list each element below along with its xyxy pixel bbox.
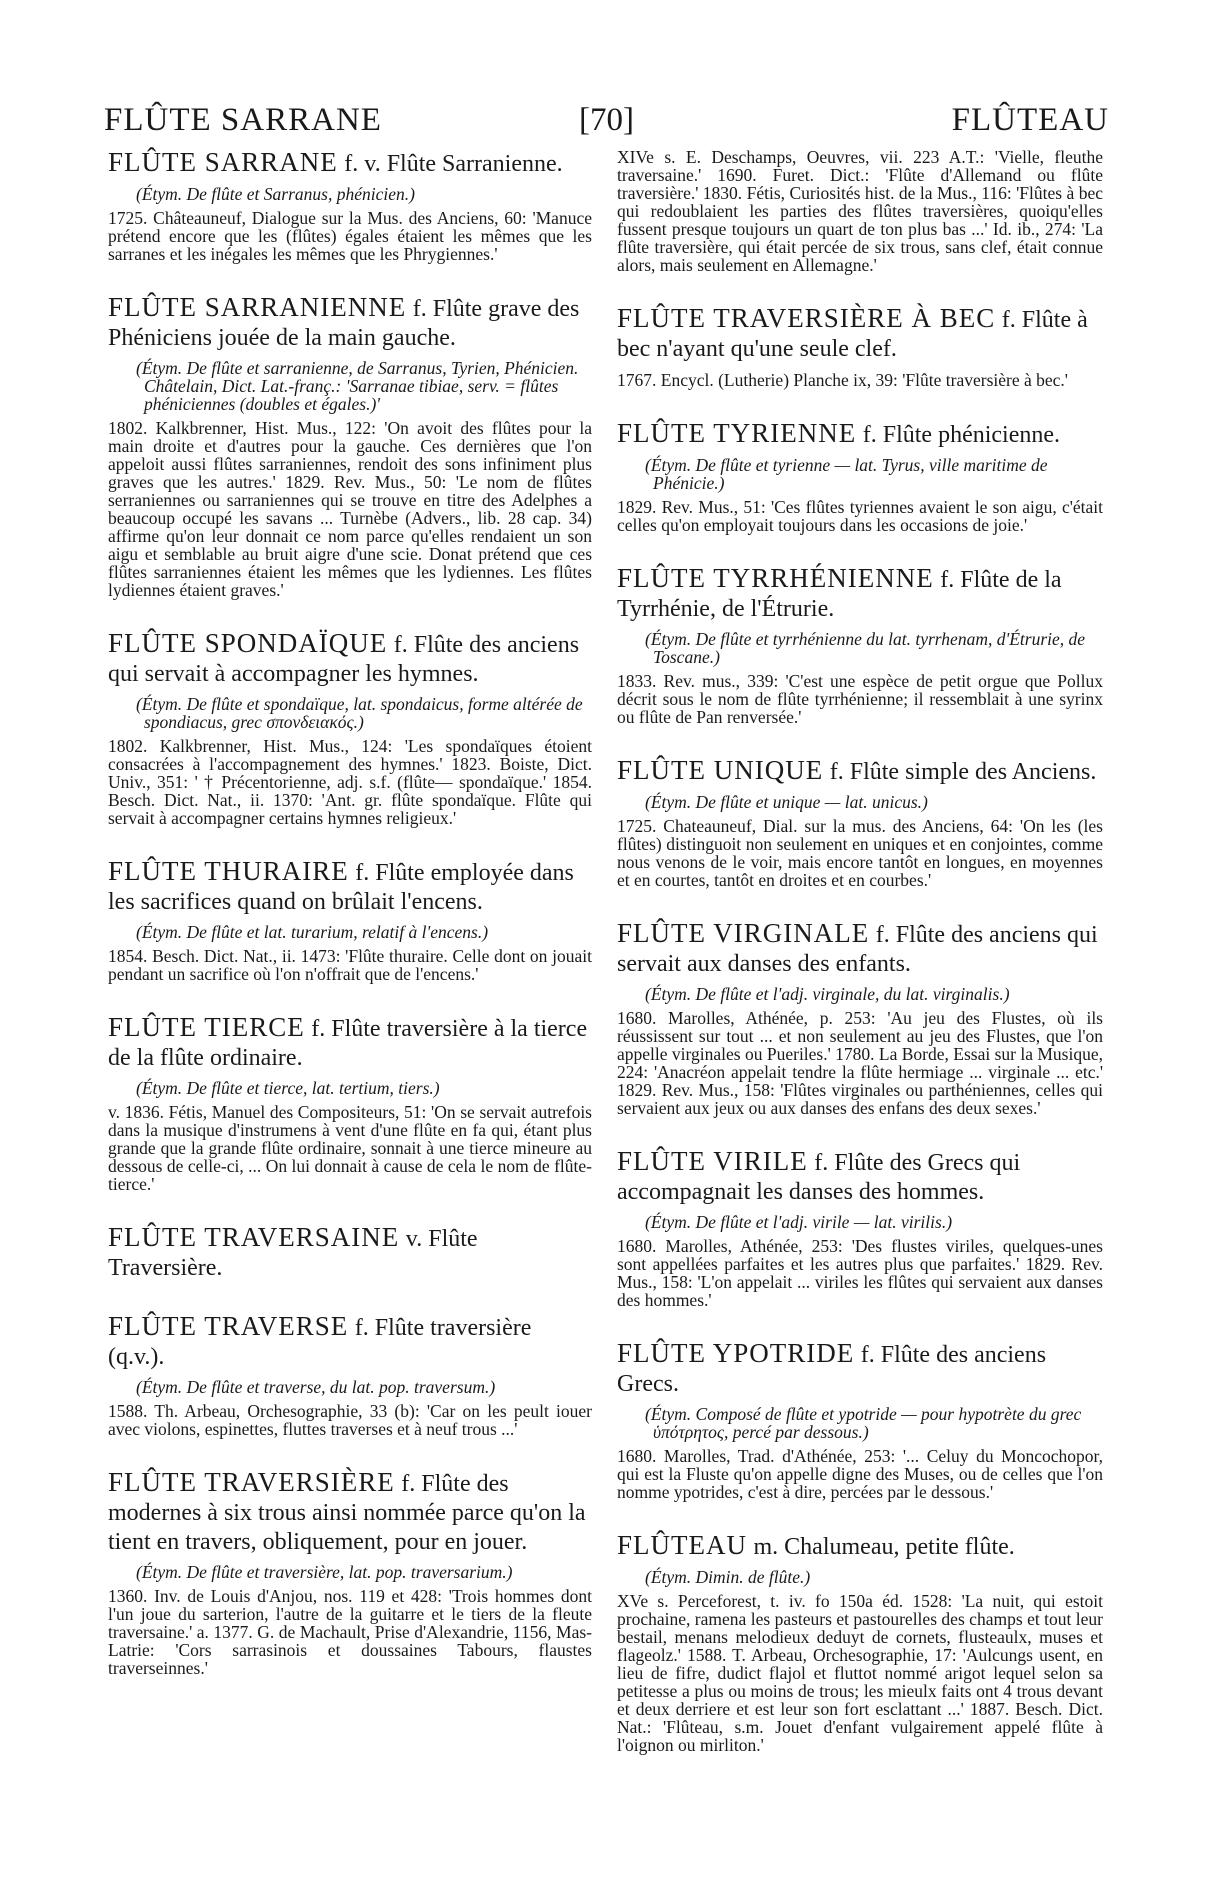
citations: 1854. Besch. Dict. Nat., ii. 1473: 'Flûte thuraire. Celle dont on jouait pendant un sacrifice où l'on n'offrait que de l'encens.' [108,946,592,984]
citations: 1588. Th. Arbeau, Orchesographie, 33 (b): 'Car on les peult iouer avec violons, espinettes, fluttes traverses et à neuf trous ...' [108,1401,592,1439]
definition: f. Flûte des anciens qui servait aux danses des enfants. [617,922,1098,977]
definition: m. Chalumeau, petite flûte. [753,1534,1015,1560]
definition: f. Flûte des anciens qui servait à accompagner les hymnes. [108,632,580,687]
etymology: (Étym. De flûte et sarranienne, de Sarranus, Tyrien, Phénicien. Châtelain, Dict. Lat.-franç.: 'Sarranae tibiae, serv. = flûtes phéniciennes (doubles et égales.)' [136,358,579,414]
headword: FLÛTE TIERCE [108,1012,305,1042]
definition: f. Flûte phénicienne. [862,422,1061,448]
etymology: (Étym. De flûte et Sarranus, phénicien.) [136,184,415,204]
entry [108,148,592,263]
headword: FLÛTE TRAVERSAINE [108,1222,400,1252]
entry [617,419,1103,534]
etymology: (Étym. De flûte et traverse, du lat. pop. traversum.) [136,1377,496,1397]
entry [617,1531,1103,1754]
citations: XIVe s. E. Deschamps, Oeuvres, vii. 223 A.T.: 'Vielle, fleuthe traversaine.' 1690. Furet. Dict.: 'Flûte d'Allemand ou flûte traversière.' 1830. Fétis, Curiosités hist. de la Mus., 116: 'Flûtes à bec qui redoublaient les parties des flûtes traversières, quoiqu'elles fussent presque toujours un quart de ton plus bas ...' Id. ib., 274: 'La flûte traversière, qui était percée de six trous, sans clef, était connue alors, mais seulement en Allemagne.' [617,147,1103,275]
headword: FLÛTE UNIQUE [617,755,824,785]
definition: f. Flûte grave des Phéniciens jouée de la main gauche. [108,296,580,351]
entry [108,1013,592,1193]
citations: 1680. Marolles, Athénée, p. 253: 'Au jeu des Flustes, où ils réussissent sur tout ... et non seulement au jeu des Flustes, que l'on appelle virginales ou Pueriles.' 1780. La Borde, Essai sur la Musique, 224: 'Anacréon appelait tendre la flûte hermiage ... virginale ... etc.' 1829. Rev. Mus., 158: 'Flûtes virginales ou parthéniennes, celles qui servaient aux jeux ou aux danses des enfans des deux sexes.' [617,1008,1103,1118]
citations: 1802. Kalkbrenner, Hist. Mus., 124: 'Les spondaïques étoient consacrées à l'accompagnement des hymnes.' 1823. Boiste, Dict. Univ., 351: ' † Précentorienne, adj. s.f. (flûte— spondaïque.' 1854. Besch. Dict. Nat., ii. 1370: 'Ant. gr. flûte spondaïque. Flûte qui servait à accompagner certains hymnes religieux.' [108,736,592,828]
etymology: (Étym. De flûte et unique — lat. unicus.) [645,792,928,812]
etymology: (Étym. De flûte et lat. turarium, relatif à l'encens.) [136,922,489,942]
entry [617,304,1103,389]
citations: 1829. Rev. Mus., 51: 'Ces flûtes tyriennes avaient le son aigu, c'était celles qu'on employait toujours dans les occasions de joie.' [617,497,1103,535]
citations: 1767. Encycl. (Lutherie) Planche ix, 39: 'Flûte traversière à bec.' [617,370,1068,390]
citations: 1680. Marolles, Athénée, 253: 'Des flustes viriles, quelques-unes sont appellées parfaites et les autres plus que parfaites.' 1829. Rev. Mus., 158: 'L'on appelait ... viriles les flûtes qui servaient aux danses des hommes.' [617,1236,1103,1310]
running-head-left: FLÛTE SARRANE [104,102,382,138]
headword: FLÛTE VIRILE [617,1146,808,1176]
entry [617,919,1103,1117]
etymology: (Étym. De flûte et traversière, lat. pop. traversarium.) [136,1562,513,1582]
headword: FLÛTE TYRRHÉNIENNE [617,563,934,593]
headword: FLÛTE SARRANE [108,147,338,177]
headword: FLÛTE YPOTRIDE [617,1338,855,1368]
entry [108,293,592,599]
citations: 1680. Marolles, Trad. d'Athénée, 253: '... Celuy du Moncochopor, qui est la Fluste qu'on appelle digne des Muses, ou de celles que l'on nomme ypotrides, c'est à dire, percées par le dessous.' [617,1446,1103,1502]
etymology: (Étym. De flûte et tierce, lat. tertium, tiers.) [136,1078,440,1098]
running-head-right: FLÛTEAU [951,102,1109,138]
headword: FLÛTE THURAIRE [108,856,349,886]
citations: 1360. Inv. de Louis d'Anjou, nos. 119 et 428: 'Trois hommes dont l'un joue du sarterion, l'autre de la guitarre et le tiers de la fleute traversaine.' a. 1377. G. de Machault, Prise d'Alexandrie, 1156, Mas-Latrie: 'Cors sarrasinois et doussaines Tabours, flaustes traverseinnes.' [108,1586,592,1678]
entry [617,756,1103,889]
definition: f. Flûte traversière (q.v.). [108,1315,532,1370]
citations: 1725. Châteauneuf, Dialogue sur la Mus. des Anciens, 60: 'Manuce prétend encore que les (flûtes) égales étaient les mêmes que les sarranes et les inégales les mêmes que les Phrygiennes.' [108,208,592,264]
headword: FLÛTE SARRANIENNE [108,292,407,322]
etymology: (Étym. Dimin. de flûte.) [645,1567,811,1587]
etymology: (Étym. Composé de flûte et ypotride — pour hypotrète du grec ὑπότρητος, percé par dessous.) [645,1404,1082,1442]
headword: FLÛTE VIRGINALE [617,918,870,948]
definition: f. Flûte des Grecs qui accompagnait les danses des hommes. [617,1150,1021,1205]
headword: FLÛTE TRAVERSIÈRE [108,1467,395,1497]
entry [108,1468,592,1677]
headword: FLÛTE SPONDAÏQUE [108,628,388,658]
citations: v. 1836. Fétis, Manuel des Compositeurs, 51: 'On se servait autrefois dans la musique d'instrumens à vent d'une flûte en fa qui, étant plus grande que la grande flûte ordinaire, sonnait à une tierce mineure au dessous de celle-ci, ... On lui donnait à cause de cela le nom de flûte-tierce.' [108,1102,592,1194]
etymology: (Étym. De flûte et tyrienne — lat. Tyrus, ville maritime de Phénicie.) [645,455,1048,493]
headword: FLÛTE TYRIENNE [617,418,857,448]
headword: FLÛTE TRAVERSE [108,1311,349,1341]
definition: f. Flûte simple des Anciens. [829,759,1097,785]
entry [617,1147,1103,1309]
entry [108,857,592,983]
citations: 1833. Rev. mus., 339: 'C'est une espèce de petit orgue que Pollux décrit sous le nom de flûte tyrrhénienne; il ressemblait à une syrinx ou flûte de Pan renversée.' [617,671,1103,727]
definition: f. v. Flûte Sarranienne. [344,151,563,177]
definition: f. Flûte employée dans les sacrifices quand on brûlait l'encens. [108,860,574,915]
headword: FLÛTE TRAVERSIÈRE À BEC [617,303,996,333]
entry [108,1312,592,1438]
entry [617,1339,1103,1501]
citations: 1802. Kalkbrenner, Hist. Mus., 122: 'On avoit des flûtes pour la main droite et d'autres pour la gauche. Ces dernières que l'on appeloit aussi flûtes sarraniennes, rendoit des sons infiniment plus graves que les autres.' 1829. Rev. Mus., 50: 'Le nom de flûtes serraniennes ou sarraniennes qui se trouve en titre des Adelphes a beaucoup occupé les savans ... Turnèbe (Advers., lib. 28 cap. 34) affirme qu'on leur donnait ce nom parce qu'elles rendaient un son aigu et semblable au bruit aigre d'une scie. Donat prétend que ces flûtes sarraniennes étaient les mêmes que les lydiennes. Les flûtes lydiennes étaient graves.' [108,418,592,600]
left-column [108,148,592,1707]
entry [108,1223,592,1282]
headword: FLÛTEAU [617,1530,747,1560]
etymology: (Étym. De flûte et spondaïque, lat. spondaicus, forme altérée de spondiacus, grec σπονδειακός.) [136,694,583,732]
definition: f. Flûte des anciens Grecs. [617,1342,1047,1397]
entry [108,629,592,827]
entry-continuation [617,148,1103,274]
definition: f. Flûte des modernes à six trous ainsi nommée parce qu'on la tient en travers, obliquement, pour en jouer. [108,1471,586,1555]
definition: v. Flûte Traversière. [108,1226,478,1281]
entry [617,564,1103,726]
definition: f. Flûte de la Tyrrhénie, de l'Étrurie. [617,567,1062,622]
right-column [617,148,1103,1784]
definition: f. Flûte traversière à la tierce de la flûte ordinaire. [108,1016,588,1071]
etymology: (Étym. De flûte et tyrrhénienne du lat. tyrrhenam, d'Étrurie, de Toscane.) [645,629,1086,667]
etymology: (Étym. De flûte et l'adj. virile — lat. virilis.) [645,1212,953,1232]
running-head [104,102,1109,142]
page-number: [70] [579,102,634,138]
etymology: (Étym. De flûte et l'adj. virginale, du lat. virginalis.) [645,984,1010,1004]
definition: f. Flûte à bec n'ayant qu'une seule clef. [617,307,1088,362]
citations: 1725. Chateauneuf, Dial. sur la mus. des Anciens, 64: 'On les (les flûtes) distinguoit non seulement en uniques et en conjointes, comme nous venons de le voir, mais encore tantôt en longues, en moyennes et en courtes, tantôt en droites et en courbes.' [617,816,1103,890]
citations: XVe s. Perceforest, t. iv. fo 150a éd. 1528: 'La nuit, qui estoit prochaine, ramena les pasteurs et pastourelles des champs et tout leur bestail, menans melodieux deduyt de cornets, flusteaulx, muses et flageolz.' 1588. T. Arbeau, Orchesographie, 17: 'Aulcungs usent, en lieu de fifre, dudict flajol et fluttot nommé arigot lequel selon sa petitesse a plus ou moins de trous; les mieulx faits ont 4 trous devant et deux derriere et est leur son fort esclattant ...' 1887. Besch. Dict. Nat.: 'Flûteau, s.m. Jouet d'enfant vulgairement appelé flûte à l'oignon ou mirliton.' [617,1591,1103,1755]
